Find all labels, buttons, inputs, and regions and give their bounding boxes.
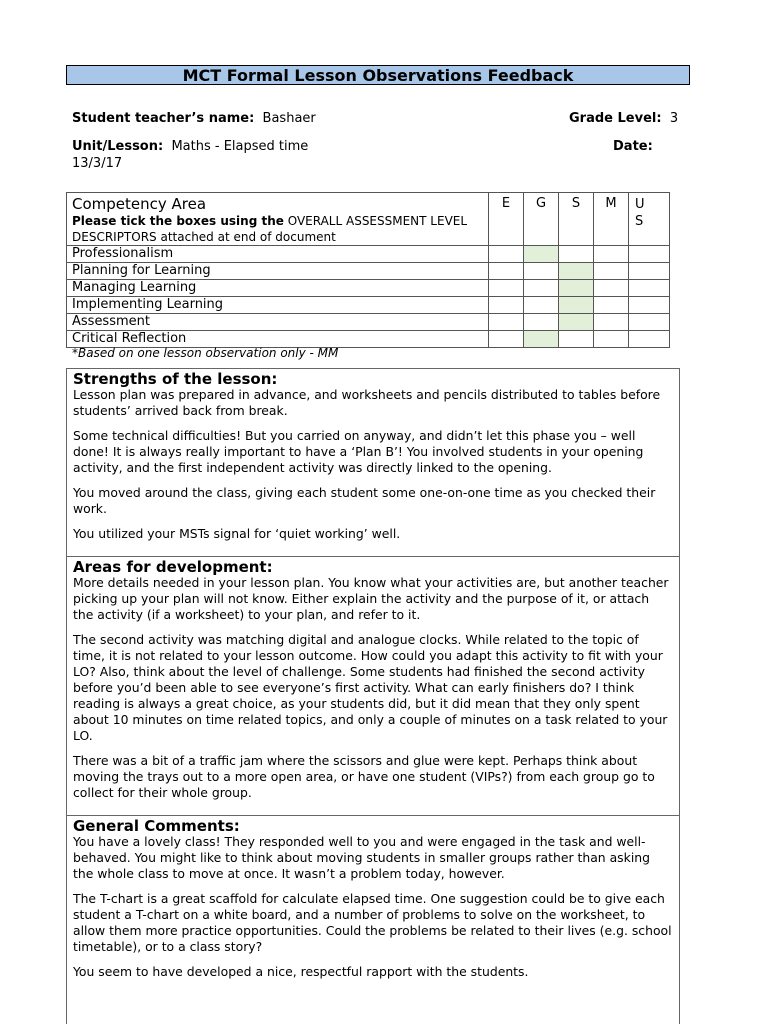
- competency-label: Assessment: [67, 314, 489, 331]
- date-label-line: [613, 139, 653, 155]
- tick-box-e[interactable]: [489, 297, 524, 314]
- instructions-rest: OVERALL ASSESSMENT LEVEL DESCRIPTORS attached at end of document: [72, 214, 468, 244]
- tick-box-m[interactable]: [594, 280, 629, 297]
- date-value: 13/3/17: [72, 156, 123, 171]
- general-paragraph: You have a lovely class! They responded well to you and were engaged in the task and well-behaved. You might like to think about moving students in smaller groups rather than asking the whole class to move at once. It wasn’t a problem today, however.: [73, 834, 650, 881]
- tick-box-m[interactable]: [594, 331, 629, 348]
- observation-note: *Based on one lesson observation only - MM: [72, 346, 339, 360]
- tick-box-m[interactable]: [594, 263, 629, 280]
- strengths-section: [66, 368, 680, 557]
- tick-box-s[interactable]: [559, 314, 594, 331]
- tick-box-g[interactable]: [524, 314, 559, 331]
- general-body: [73, 834, 673, 980]
- column-header-s: S: [559, 193, 594, 246]
- tick-box-e[interactable]: [489, 280, 524, 297]
- tick-box-e[interactable]: [489, 263, 524, 280]
- competency-row: [67, 280, 670, 297]
- tick-box-s[interactable]: [559, 280, 594, 297]
- tick-box-g[interactable]: [524, 297, 559, 314]
- tick-box-e[interactable]: [489, 246, 524, 263]
- grade-level-label: Grade Level:: [569, 111, 662, 126]
- competency-heading: Competency Area: [72, 195, 207, 213]
- tick-box-s[interactable]: [559, 297, 594, 314]
- date-label: Date:: [613, 139, 653, 154]
- student-name-line: [72, 111, 316, 127]
- strengths-body: [73, 387, 673, 542]
- tick-box-us[interactable]: [629, 246, 670, 263]
- tick-box-s[interactable]: [559, 246, 594, 263]
- unit-lesson-line: [72, 139, 308, 155]
- tick-box-e[interactable]: [489, 331, 524, 348]
- development-paragraph: There was a bit of a traffic jam where the scissors and glue were kept. Perhaps think about moving the trays out to a more open area, or have one student (VIPs?) from each group go to collect for their whole group.: [73, 753, 655, 800]
- tick-box-m[interactable]: [594, 246, 629, 263]
- strengths-heading: Strengths of the lesson:: [73, 370, 278, 388]
- competency-label: Implementing Learning: [67, 297, 489, 314]
- competency-rows: [67, 246, 670, 348]
- general-comments-section: [66, 815, 680, 1024]
- unit-lesson-label: Unit/Lesson:: [72, 139, 164, 154]
- competency-header-cell: [67, 193, 489, 246]
- general-paragraph: You seem to have developed a nice, respectful rapport with the students.: [73, 964, 529, 979]
- instructions-bold: Please tick the boxes using the: [72, 214, 284, 228]
- tick-box-m[interactable]: [594, 297, 629, 314]
- tick-box-g[interactable]: [524, 263, 559, 280]
- competency-label: Planning for Learning: [67, 263, 489, 280]
- column-header-us: U S: [629, 193, 670, 246]
- development-heading: Areas for development:: [73, 558, 273, 576]
- student-name-label: Student teacher’s name:: [72, 111, 255, 126]
- competency-row: [67, 297, 670, 314]
- general-heading: General Comments:: [73, 817, 240, 835]
- competency-row: [67, 331, 670, 348]
- competency-header-row: [67, 193, 670, 246]
- competency-row: [67, 263, 670, 280]
- strengths-paragraph: Lesson plan was prepared in advance, and worksheets and pencils distributed to tables before students’ arrived back from break.: [73, 387, 661, 418]
- competency-label: Critical Reflection: [67, 331, 489, 348]
- tick-box-s[interactable]: [559, 263, 594, 280]
- tick-box-e[interactable]: [489, 314, 524, 331]
- competency-label: Managing Learning: [67, 280, 489, 297]
- development-body: [73, 575, 673, 801]
- tick-box-us[interactable]: [629, 280, 670, 297]
- tick-box-s[interactable]: [559, 331, 594, 348]
- development-paragraph: More details needed in your lesson plan. You know what your activities are, but another teacher picking up your plan will not know. Either explain the activity and the purpose of it, or attach the activity (if a worksheet) to your plan, and refer to it.: [73, 575, 669, 622]
- tick-box-us[interactable]: [629, 314, 670, 331]
- grade-level-value: 3: [669, 111, 679, 126]
- competency-table: [66, 192, 670, 348]
- development-section: [66, 556, 680, 816]
- strengths-paragraph: Some technical difficulties! But you carried on anyway, and didn’t let this phase you – well done! It is always really important to have a ‘Plan B’! You involved students in your opening activity, and the first independent activity was directly linked to the opening.: [73, 428, 644, 475]
- unit-lesson-value: Maths - Elapsed time: [171, 139, 309, 154]
- tick-box-us[interactable]: [629, 263, 670, 280]
- competency-row: [67, 314, 670, 331]
- tick-box-g[interactable]: [524, 280, 559, 297]
- strengths-paragraph: You moved around the class, giving each student some one-on-one time as you checked their work.: [73, 485, 656, 516]
- page-title: MCT Formal Lesson Observations Feedback: [66, 65, 690, 85]
- competency-row: [67, 246, 670, 263]
- tick-box-g[interactable]: [524, 331, 559, 348]
- tick-box-us[interactable]: [629, 297, 670, 314]
- competency-label: Professionalism: [67, 246, 489, 263]
- general-paragraph: The T-chart is a great scaffold for calculate elapsed time. One suggestion could be to give each student a T-chart on a white board, and a number of problems to solve on the worksheet, to allow them more practice opportunities. Could the problems be related to their lives (e.g. school timetable), or to a class story?: [73, 891, 672, 954]
- student-name-value: Bashaer: [262, 111, 316, 126]
- tick-box-g[interactable]: [524, 246, 559, 263]
- column-header-g: G: [524, 193, 559, 246]
- strengths-paragraph: You utilized your MSTs signal for ‘quiet working’ well.: [73, 526, 401, 541]
- grade-level-line: [569, 111, 678, 127]
- tick-box-us[interactable]: [629, 331, 670, 348]
- development-paragraph: The second activity was matching digital and analogue clocks. While related to the topic of time, it is not related to your lesson outcome. How could you adapt this activity to fit with your LO? Also, think about the level of challenge. Some students had finished the second activity before you’d been able to see everyone’s first activity. What can early finishers do? I think reading is always a great choice, as your students did, but it did mean that they only spent about 10 minutes on time related topics, and only a couple of minutes on a task related to your LO.: [73, 632, 668, 743]
- column-header-e: E: [489, 193, 524, 246]
- tick-box-m[interactable]: [594, 314, 629, 331]
- column-header-m: M: [594, 193, 629, 246]
- competency-instructions: [72, 213, 483, 245]
